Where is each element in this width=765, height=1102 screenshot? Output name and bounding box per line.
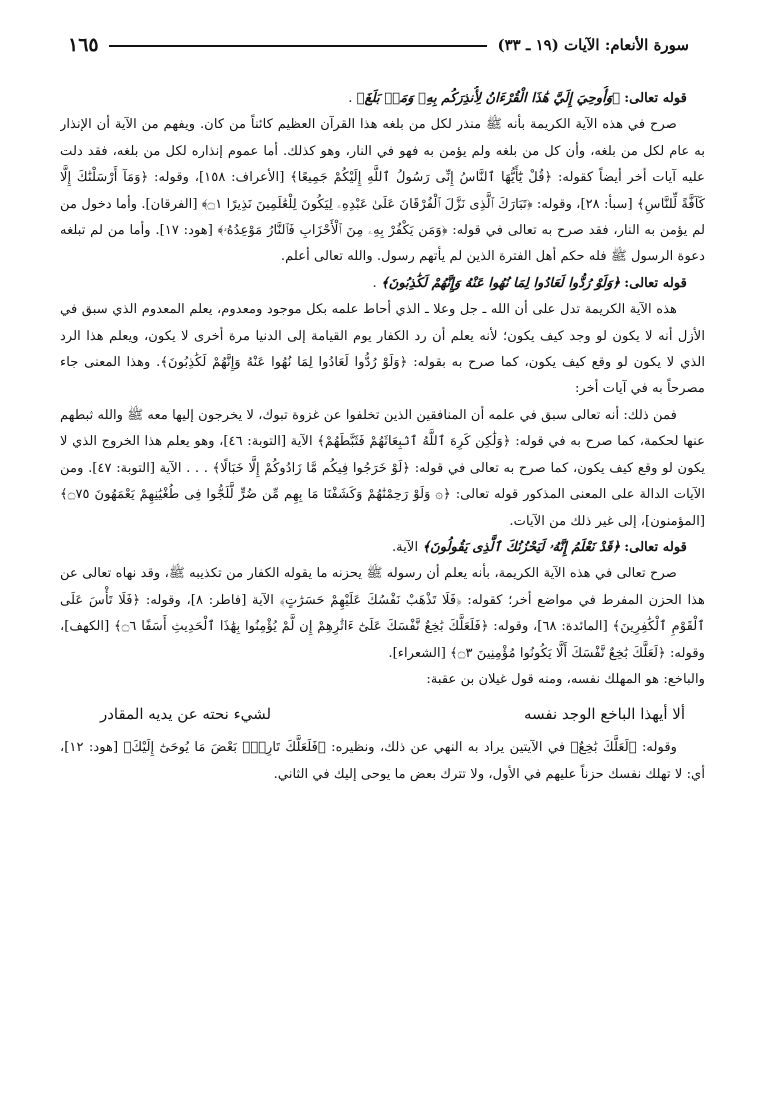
verse-heading-2 xyxy=(60,271,705,297)
page-number: ١٦٥ xyxy=(68,34,99,56)
definition-line: والباخع: هو المهلك نفسه، ومنه قول غيلان بن عقبة: xyxy=(426,671,705,687)
verse-heading-3 xyxy=(60,535,705,561)
commentary-paragraph: صرح تعالى في هذه الآية الكريمة، بأنه يعلم أن رسوله ﷺ يحزنه ما يقوله الكفار من تكذيبه ﷺ، وقد نهاه تعالى عن هذا الحزن المفرط في مواضع أخر؛ كقوله: ﴿فَلَا تَذْهَبْ نَفْسُكَ عَلَيْهِمْ حَسَرَٰتٍ﴾ الآية [فاطر: ٨]، وقوله: ﴿فَلَا تَأْسَ عَلَى ٱلْقَوْمِ ٱلْكَٰفِرِينَ﴾ [المائدة: ٦٨]، وقوله: ﴿فَلَعَلَّكَ بَٰخِعٌ نَّفْسَكَ عَلَىٰٓ ءَاثَٰرِهِمْ إِن لَّمْ يُؤْمِنُوا بِهَٰذَا ٱلْحَدِيثِ أَسَفًا ۝٦﴾ [الكهف]، وقوله: ﴿لَعَلَّكَ بَٰخِعٌ نَّفْسَكَ أَلَّا يَكُونُوا مُؤْمِنِينَ ۝٣﴾ [الشعراء]. xyxy=(60,566,705,661)
verse-end: . xyxy=(372,275,377,291)
commentary-paragraph: وقوله: ﴿لَعَلَّكَ بَٰخِعٌ﴾ في الآيتين يراد به النهي عن ذلك، ونظيره: ﴿فَلَعَلَّكَ تَارِكٌۢ بَعْضَ مَا يُوحَىٰٓ إِلَيْكَ﴾ [هود: ١٢]، أي: لا تهلك نفسك حزناً عليهم في الأول، ولا تترك بعض ما يوحى إليك في الثاني. xyxy=(60,740,705,782)
poetry-verse xyxy=(60,693,705,735)
commentary-paragraph: هذه الآية الكريمة تدل على أن الله ـ جل وعلا ـ الذي أحاط علمه بكل موجود ومعدوم، يعلم المعدوم الذي سبق في الأزل أنه لا يكون لو وجد كيف يكون؛ لأنه يعلم أن رد الكفار يوم القيامة إلى الدنيا مرة أخرى لا يكون، ويعلم هذا الرد الذي لا يكون لو وقع كيف يكون، كما صرح به بقوله: ﴿وَلَوْ رُدُّوا لَعَادُوا لِمَا نُهُوا عَنْهُ وَإِنَّهُمْ لَكَٰذِبُونَ﴾. وهذا المعنى جاء مصرحاً به في آيات أخر: xyxy=(60,302,705,397)
page-body xyxy=(60,86,705,1096)
page-header xyxy=(68,34,689,56)
commentary-paragraph: صرح في هذه الآية الكريمة بأنه ﷺ منذر لكل من بلغه هذا القرآن العظيم كائناً من كان. ويفهم من الآية أن الإنذار به عام لكل من بلغه، وأن كل من بلغه ولم يؤمن به فهو في النار، وهو كذلك. أما عموم إنذاره لكل من بلغه، فقد دلت عليه آيات أخر أيضاً كقوله: ﴿قُلْ يَٰٓأَيُّهَا ٱلنَّاسُ إِنِّى رَسُولُ ٱللَّهِ إِلَيْكُمْ جَمِيعًا﴾ [الأعراف: ١٥٨]، وقوله: ﴿وَمَآ أَرْسَلْنَٰكَ إِلَّا كَآفَّةً لِّلنَّاسِ﴾ [سبأ: ٢٨]، وقوله: ﴿تَبَارَكَ ٱلَّذِى نَزَّلَ ٱلْفُرْقَانَ عَلَىٰ عَبْدِهِۦ لِيَكُونَ لِلْعَٰلَمِينَ نَذِيرًا ۝١﴾ [الفرقان]. وأما دخول من لم يؤمن به النار، فقد صرح به تعالى في قوله: ﴿وَمَن يَكْفُرْ بِهِۦ مِنَ ٱلْأَحْزَابِ فَٱلنَّارُ مَوْعِدُهُۥ﴾ [هود: ١٧]. وأما من لم تبلغه دعوة الرسول ﷺ فله حكم أهل الفترة الذين لم يأتهم رسول. والله تعالى أعلم. xyxy=(60,117,705,265)
header-rule xyxy=(109,45,488,47)
poem-first-hemistich: ألا أيهذا الباخع الوجد نفسه xyxy=(523,705,685,724)
quran-verse: ﴿وَلَوْ رُدُّوا لَعَادُوا لِمَا نُهُوا عَنْهُ وَإِنَّهُمْ لَكَٰذِبُونَ﴾ xyxy=(380,275,621,291)
verse-end: . xyxy=(348,91,353,106)
verse-label: قوله تعالى: xyxy=(624,539,687,555)
verse-heading-1 xyxy=(60,86,705,112)
running-title: سورة الأنعام: الآيات (١٩ ـ ٣٣) xyxy=(497,36,689,54)
quran-verse: ﴿وَأُوحِيَ إِلَيَّ هَٰذَا الْقُرْءَانُ لِأُنذِرَكُم بِهِۦ وَمَنۢ بَلَغَ﴾ xyxy=(356,91,621,106)
quran-verse: ﴿قَدْ نَعْلَمُ إِنَّهُۥ لَيَحْزُنُكَ ٱلَّذِى يَقُولُونَ﴾ xyxy=(422,539,621,555)
verse-label: قوله تعالى: xyxy=(624,275,687,291)
poem-second-hemistich: لشيء نحته عن يديه المقادر xyxy=(100,705,272,724)
verse-end: الآية. xyxy=(391,539,419,555)
commentary-paragraph: فمن ذلك: أنه تعالى سبق في علمه أن المنافقين الذين تخلفوا عن غزوة تبوك، لا يخرجون إليها معه ﷺ والله ثبطهم عنها لحكمة، كما صرح به في قوله: ﴿وَلَٰكِن كَرِهَ ٱللَّهُ ٱنۢبِعَاثَهُمْ فَثَبَّطَهُمْ﴾ الآية [التوبة: ٤٦]، وهو يعلم هذا الخروج الذي لا يكون لو وقع كيف يكون، كما صرح به تعالى في قوله: ﴿لَوْ خَرَجُوا فِيكُم مَّا زَادُوكُمْ إِلَّا خَبَالًا﴾ . . . الآية [التوبة: ٤٧]. ومن الآيات الدالة على المعنى المذكور قوله تعالى: ﴿۞ وَلَوْ رَحِمْنَٰهُمْ وَكَشَفْنَا مَا بِهِم مِّن ضُرٍّ لَّلَجُّوا فِى طُغْيَٰنِهِمْ يَعْمَهُونَ ۝٧٥﴾ [المؤمنون]، إلى غير ذلك من الآيات. xyxy=(60,407,705,529)
verse-label: قوله تعالى: xyxy=(624,91,687,106)
